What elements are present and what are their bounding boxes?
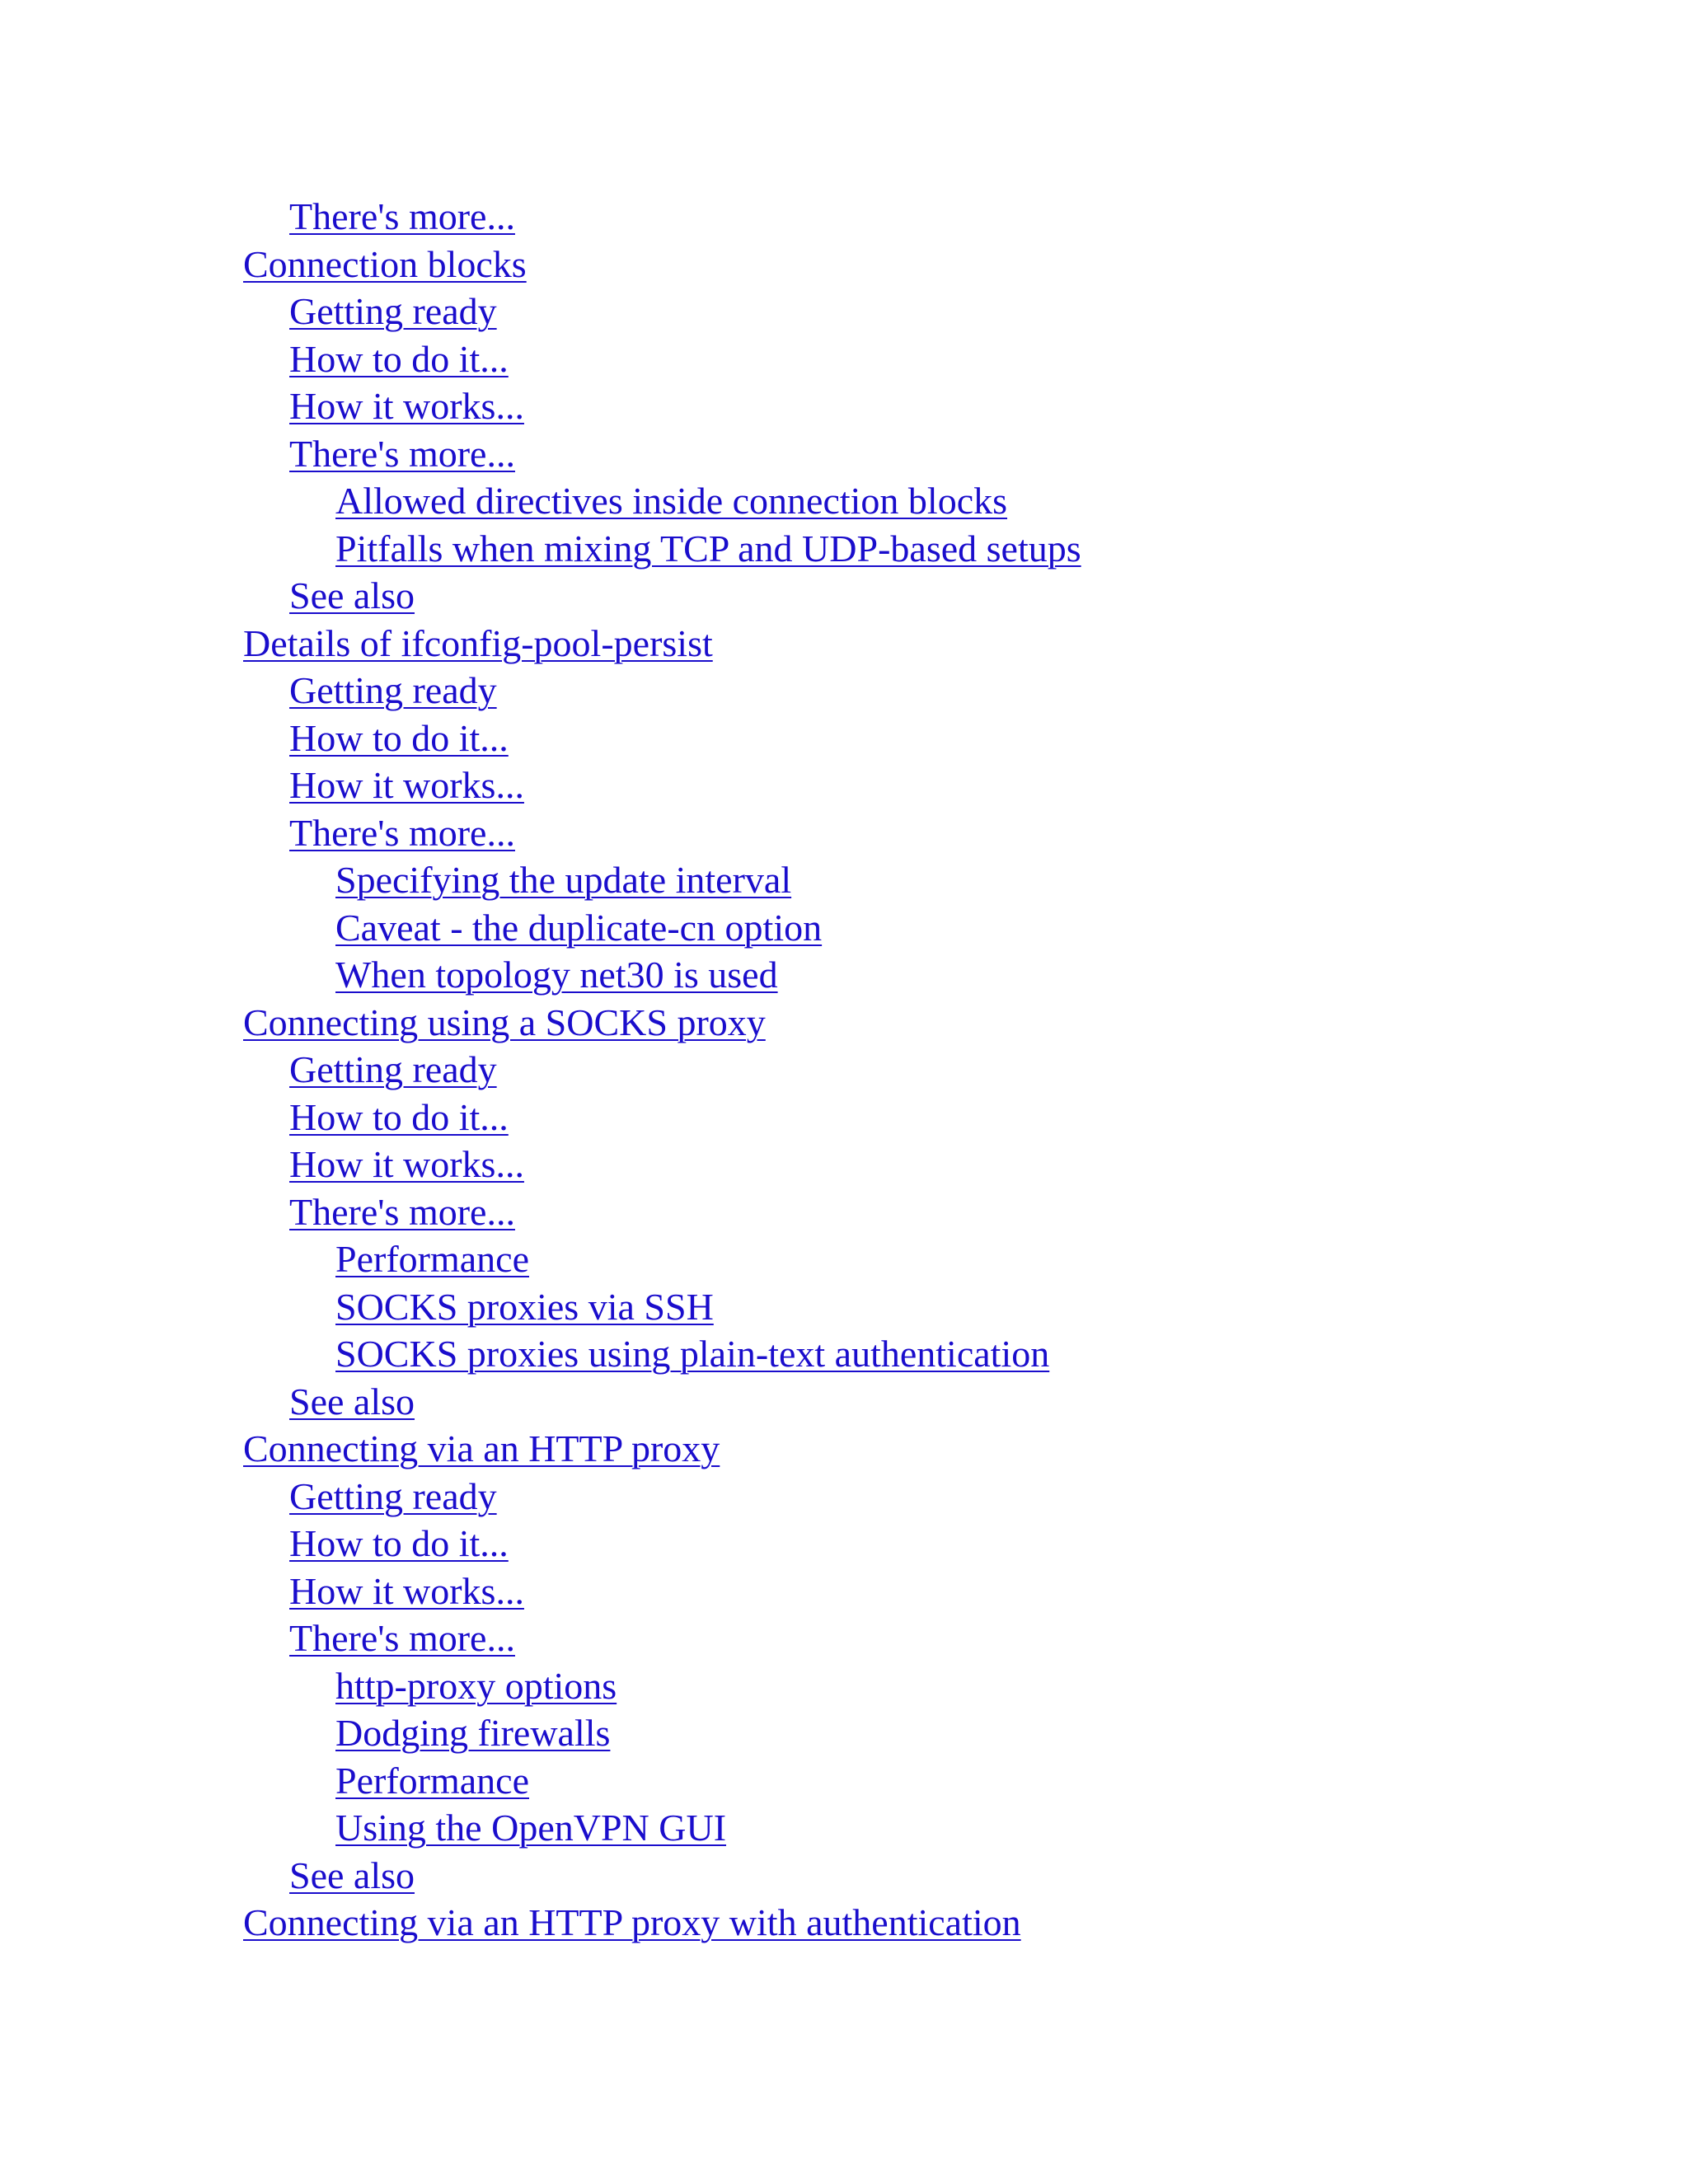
toc-link[interactable]: Connection blocks xyxy=(243,242,527,285)
toc-entry xyxy=(0,1141,1081,1188)
table-of-contents xyxy=(0,193,1081,1947)
toc-entry xyxy=(0,1662,1081,1710)
toc-link[interactable]: Pitfalls when mixing TCP and UDP-based setups xyxy=(335,527,1081,569)
toc-entry xyxy=(0,715,1081,762)
toc-link[interactable]: When topology net30 is used xyxy=(335,954,778,996)
toc-link[interactable]: Connecting using a SOCKS proxy xyxy=(243,1001,766,1043)
toc-link[interactable]: There's more... xyxy=(289,1190,515,1233)
toc-link[interactable]: Dodging firewalls xyxy=(335,1712,611,1754)
toc-link[interactable]: See also xyxy=(289,1380,415,1422)
toc-entry xyxy=(0,904,1081,952)
toc-link[interactable]: Getting ready xyxy=(289,1048,497,1090)
toc-link[interactable]: Performance xyxy=(335,1238,529,1280)
toc-entry xyxy=(0,1757,1081,1805)
toc-link[interactable]: Connecting via an HTTP proxy xyxy=(243,1427,720,1469)
toc-entry xyxy=(0,1094,1081,1141)
toc-entry xyxy=(0,1852,1081,1900)
toc-entry xyxy=(0,1899,1081,1947)
toc-entry xyxy=(0,525,1081,573)
toc-link[interactable]: Connecting via an HTTP proxy with authentication xyxy=(243,1901,1021,1943)
toc-link[interactable]: How to do it... xyxy=(289,1095,509,1138)
toc-entry xyxy=(0,572,1081,620)
toc-link[interactable]: Caveat - the duplicate-cn option xyxy=(335,906,823,949)
toc-entry xyxy=(0,1568,1081,1615)
toc-entry xyxy=(0,477,1081,525)
toc-entry xyxy=(0,335,1081,383)
toc-link[interactable]: There's more... xyxy=(289,432,515,475)
toc-link[interactable]: How it works... xyxy=(289,385,524,427)
toc-link[interactable]: There's more... xyxy=(289,195,515,237)
toc-entry xyxy=(0,1330,1081,1378)
toc-link[interactable]: There's more... xyxy=(289,1617,515,1659)
toc-entry xyxy=(0,809,1081,857)
toc-link[interactable]: Using the OpenVPN GUI xyxy=(335,1807,727,1849)
toc-entry xyxy=(0,193,1081,241)
toc-entry xyxy=(0,999,1081,1047)
toc-entry xyxy=(0,1615,1081,1662)
toc-link[interactable]: Specifying the update interval xyxy=(335,859,792,901)
toc-link[interactable]: How to do it... xyxy=(289,1522,509,1564)
toc-link[interactable]: How it works... xyxy=(289,764,524,806)
toc-link[interactable]: There's more... xyxy=(289,811,515,854)
toc-entry xyxy=(0,762,1081,809)
toc-entry xyxy=(0,382,1081,430)
toc-link[interactable]: Getting ready xyxy=(289,290,497,332)
toc-link[interactable]: Details of ifconfig-pool-persist xyxy=(243,621,713,664)
toc-entry xyxy=(0,1188,1081,1236)
toc-entry xyxy=(0,288,1081,335)
toc-link[interactable]: http-proxy options xyxy=(335,1664,617,1707)
toc-link[interactable]: Allowed directives inside connection blocks xyxy=(335,480,1008,522)
toc-entry xyxy=(0,241,1081,288)
toc-entry xyxy=(0,1473,1081,1521)
toc-entry xyxy=(0,1378,1081,1426)
toc-link[interactable]: How to do it... xyxy=(289,337,509,380)
toc-link[interactable]: See also xyxy=(289,574,415,616)
toc-link[interactable]: SOCKS proxies using plain-text authentication xyxy=(335,1333,1050,1375)
toc-entry xyxy=(0,856,1081,904)
toc-link[interactable]: See also xyxy=(289,1854,415,1896)
toc-link[interactable]: SOCKS proxies via SSH xyxy=(335,1285,714,1328)
toc-entry xyxy=(0,667,1081,715)
toc-entry xyxy=(0,1709,1081,1757)
toc-entry xyxy=(0,951,1081,999)
toc-link[interactable]: How it works... xyxy=(289,1143,524,1185)
toc-entry xyxy=(0,1425,1081,1473)
toc-link[interactable]: Getting ready xyxy=(289,669,497,711)
toc-entry xyxy=(0,1283,1081,1331)
toc-entry xyxy=(0,620,1081,668)
toc-link[interactable]: Performance xyxy=(335,1759,529,1802)
toc-entry xyxy=(0,1235,1081,1283)
toc-link[interactable]: How to do it... xyxy=(289,716,509,759)
toc-link[interactable]: How it works... xyxy=(289,1569,524,1612)
toc-entry xyxy=(0,1804,1081,1852)
toc-entry xyxy=(0,1046,1081,1094)
toc-link[interactable]: Getting ready xyxy=(289,1474,497,1517)
toc-entry xyxy=(0,430,1081,478)
toc-entry xyxy=(0,1520,1081,1568)
